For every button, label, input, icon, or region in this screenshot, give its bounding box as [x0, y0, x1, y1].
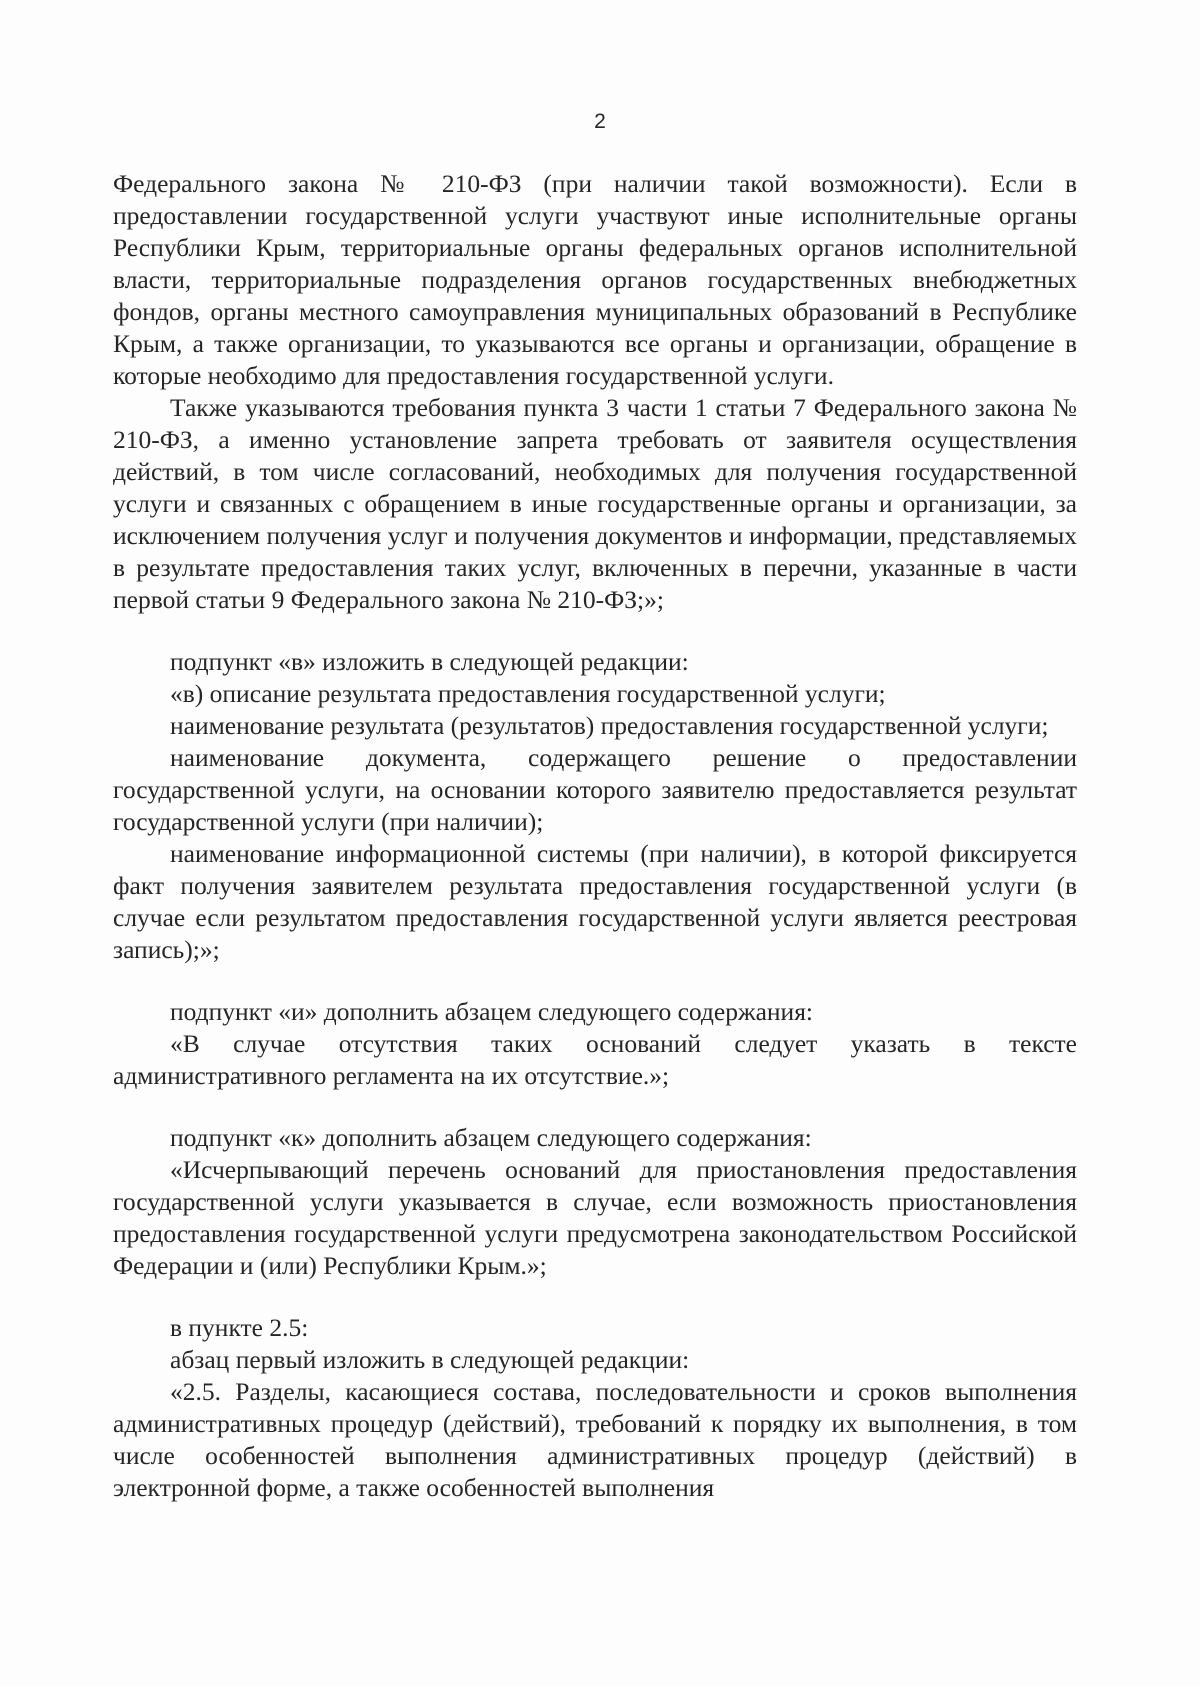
paragraph-no-grounds: «В случае отсутствия таких оснований следует указать в тексте административного регламента на их отсутствие.»;: [113, 1029, 1077, 1090]
paragraph-subpoint-v-heading: подпункт «в» изложить в следующей редакции:: [170, 647, 689, 676]
paragraph-result-description: «в) описание результата предоставления государственной услуги;: [170, 679, 886, 708]
paragraph-information-system: наименование информационной системы (при наличии), в которой фиксируется факт получения заявителем результата предоставления государственной услуги (в случае если результатом предоставления государственной услуги является реестровая запись);»;: [113, 839, 1077, 964]
paragraph-subpoint-i-heading: подпункт «и» дополнить абзацем следующего содержания:: [170, 997, 814, 1026]
paragraph-decision-document: наименование документа, содержащего решение о предоставлении государственной услуги, на основании которого заявителю предоставляется результат государственной услуги (при наличии);: [113, 743, 1077, 836]
page-number: 2: [594, 110, 606, 133]
paragraph-point-2-5-heading: в пункте 2.5:: [170, 1313, 309, 1342]
paragraph-result-name: наименование результата (результатов) предоставления государственной услуги;: [170, 711, 1049, 740]
paragraph-subpoint-k-heading: подпункт «к» дополнить абзацем следующего содержания:: [170, 1123, 812, 1152]
document-body: [113, 168, 1077, 1504]
paragraph-requirements-article-7: Также указываются требования пункта 3 части 1 статьи 7 Федерального закона № 210-ФЗ, а именно установление запрета требовать от заявителя осуществления действий, в том числе согласований, необходимых для получения государственной услуги и связанных с обращением в иные государственные органы и организации, за исключением получения услуг и получения документов и информации, представляемых в результате предоставления таких услуг, включенных в перечни, указанные в части первой статьи 9 Федерального закона № 210-ФЗ;»;: [113, 393, 1077, 614]
paragraph-suspension-grounds: «Исчерпывающий перечень оснований для приостановления предоставления государственной услуги указывается в случае, если возможность приостановления предоставления государственной услуги предусмотрена законодательством Российской Федерации и (или) Республики Крым.»;: [113, 1155, 1077, 1280]
paragraph-first-abzac-heading: абзац первый изложить в следующей редакции:: [170, 1345, 690, 1374]
paragraph-federal-law-continuation: Федерального закона № 210-ФЗ (при наличии такой возможности). Если в предоставлении государственной услуги участвуют иные исполнительные органы Республики Крым, территориальные органы федеральных органов исполнительной власти, территориальные подразделения органов государственных внебюджетных фондов, органы местного самоуправления муниципальных образований в Республике Крым, а также организации, то указываются все органы и организации, обращение в которые необходимо для предоставления государственной услуги.: [113, 169, 1077, 390]
paragraph-sections-2-5: «2.5. Разделы, касающиеся состава, последовательности и сроков выполнения административных процедур (действий), требований к порядку их выполнения, в том числе особенностей выполнения административных процедур (действий) в электронной форме, а также особенностей выполнения: [113, 1377, 1077, 1502]
